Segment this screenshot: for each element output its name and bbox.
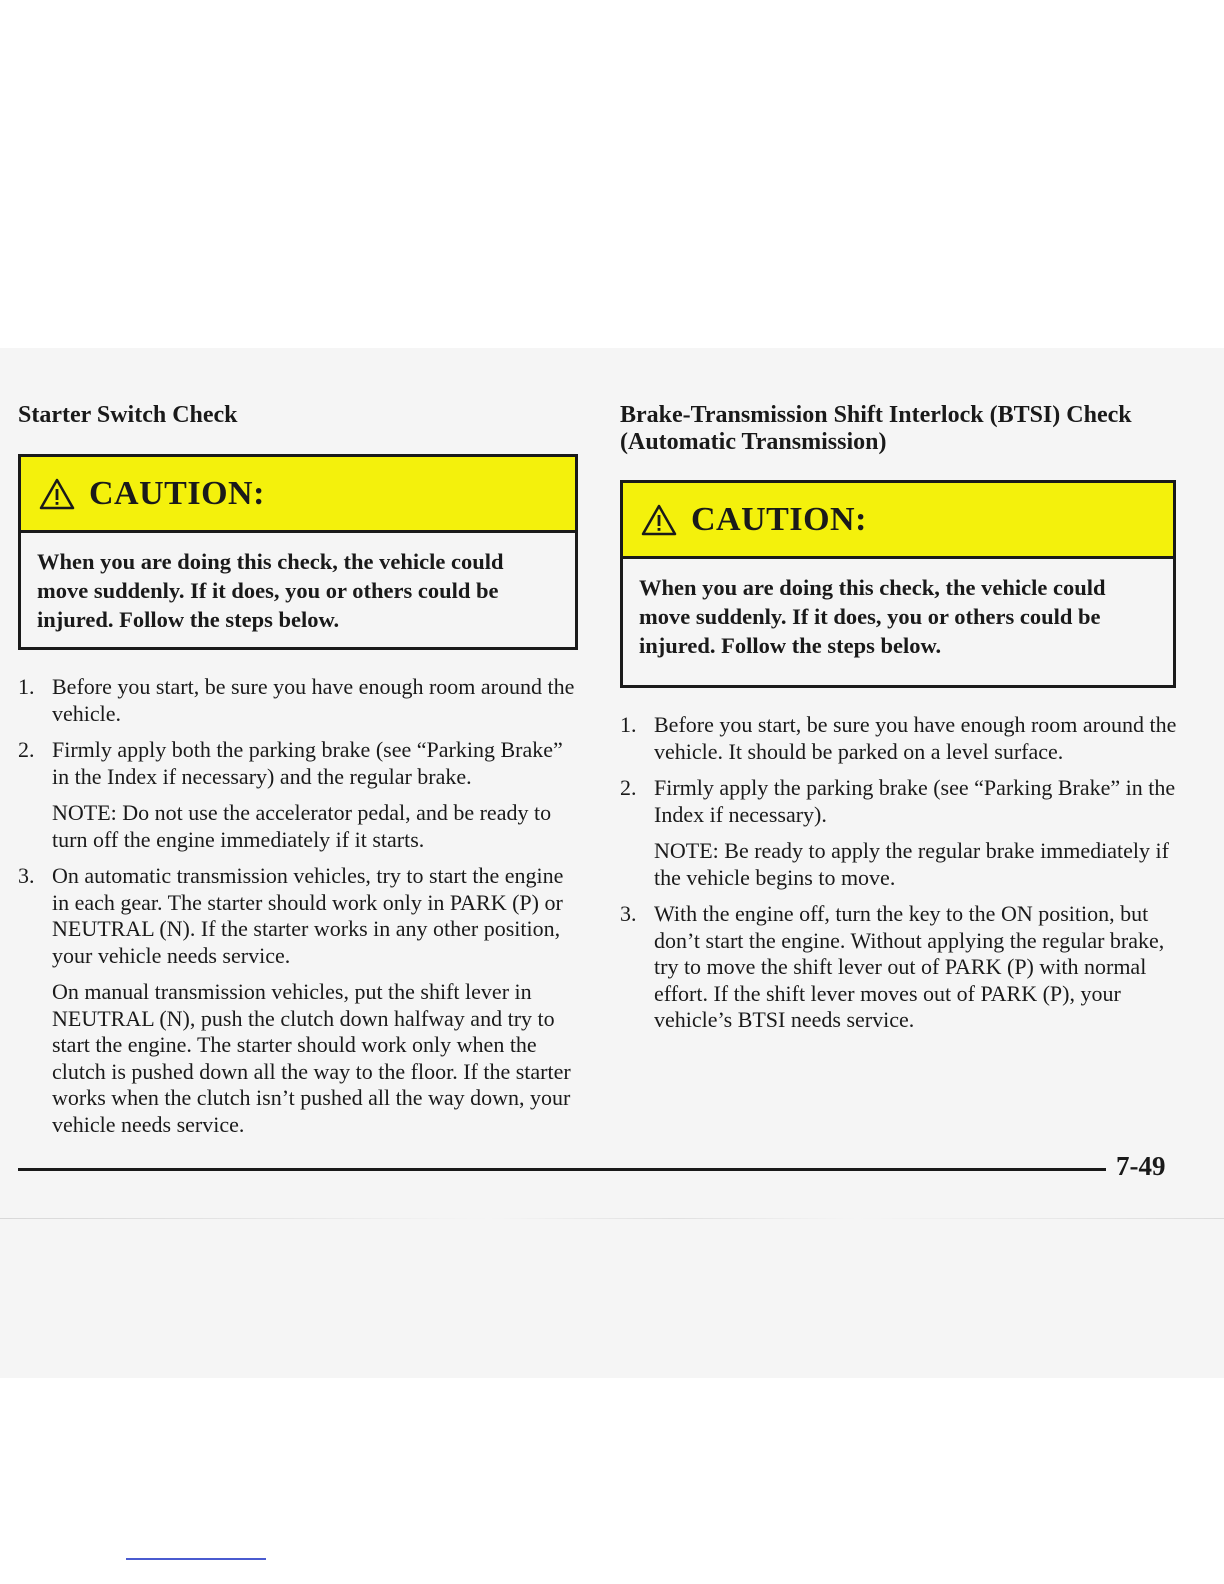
- step-text: Before you start, be sure you have enough room around the vehicle.: [52, 674, 575, 726]
- step-text: With the engine off, turn the key to the ON position, but don’t start the engine. Without applying the regular brake, try to move the shift lever out of PARK (P) with normal effort. If the shift lever moves out of PARK (P), your vehicle’s BTSI needs service.: [654, 901, 1165, 1032]
- step-text: Firmly apply both the parking brake (see “Parking Brake” in the Index if necessary) and the regular brake.: [52, 737, 563, 789]
- step-text: Firmly apply the parking brake (see “Parking Brake” in the Index if necessary).: [654, 775, 1176, 827]
- step-text: On automatic transmission vehicles, try to start the engine in each gear. The starter should work only in PARK (P) or NEUTRAL (N). If the starter works in any other position, your vehicle needs service.: [52, 863, 564, 968]
- step-number: 3.: [18, 863, 35, 888]
- step-text: Before you start, be sure you have enough room around the vehicle. It should be parked on a level surface.: [654, 712, 1177, 764]
- steps-list: [620, 712, 1178, 1044]
- step-number: 3.: [620, 901, 637, 926]
- step-note: NOTE: Be ready to apply the regular brake immediately if the vehicle begins to move.: [654, 838, 1169, 890]
- step-number: 2.: [18, 737, 35, 762]
- caution-box: [620, 480, 1176, 688]
- step-number: 2.: [620, 775, 637, 800]
- caution-label: CAUTION:: [89, 474, 265, 512]
- steps-list: [18, 674, 578, 1148]
- warning-triangle-icon: [641, 504, 677, 536]
- manual-page: [0, 348, 1224, 1378]
- list-item: [18, 674, 578, 727]
- section-title-starter-switch: Starter Switch Check: [18, 402, 238, 428]
- list-item: [18, 737, 578, 853]
- list-item: [620, 775, 1178, 891]
- caution-header: [623, 483, 1173, 559]
- caution-text: When you are doing this check, the vehicle could move suddenly. If it does, you or others could be injured. Follow the steps below.: [639, 575, 1106, 658]
- section-title-line: (Automatic Transmission): [620, 429, 887, 455]
- scan-artifact-line: [0, 1218, 1224, 1219]
- step-note: NOTE: Do not use the accelerator pedal, and be ready to turn off the engine immediately if it starts.: [52, 800, 552, 852]
- caution-header: [21, 457, 575, 533]
- caution-label: CAUTION:: [691, 500, 867, 538]
- step-number: 1.: [18, 674, 35, 699]
- list-item: [18, 863, 578, 1138]
- step-number: 1.: [620, 712, 637, 737]
- footer-rule: [18, 1168, 1106, 1171]
- bottom-mark: [126, 1558, 266, 1560]
- section-title-btsi: [620, 402, 1132, 456]
- step-note: On manual transmission vehicles, put the shift lever in NEUTRAL (N), push the clutch down halfway and try to start the engine. The starter should work only when the clutch is pushed down all the way to the floor. If the starter works when the clutch isn’t pushed all the way down, your vehicle needs service.: [52, 979, 571, 1137]
- section-title-line: Brake-Transmission Shift Interlock (BTSI) Check: [620, 402, 1132, 428]
- list-item: [620, 901, 1178, 1034]
- caution-box: [18, 454, 578, 650]
- caution-text: When you are doing this check, the vehicle could move suddenly. If it does, you or others could be injured. Follow the steps below.: [37, 549, 504, 632]
- warning-triangle-icon: [39, 478, 75, 510]
- list-item: [620, 712, 1178, 765]
- page-number: 7-49: [1116, 1151, 1166, 1181]
